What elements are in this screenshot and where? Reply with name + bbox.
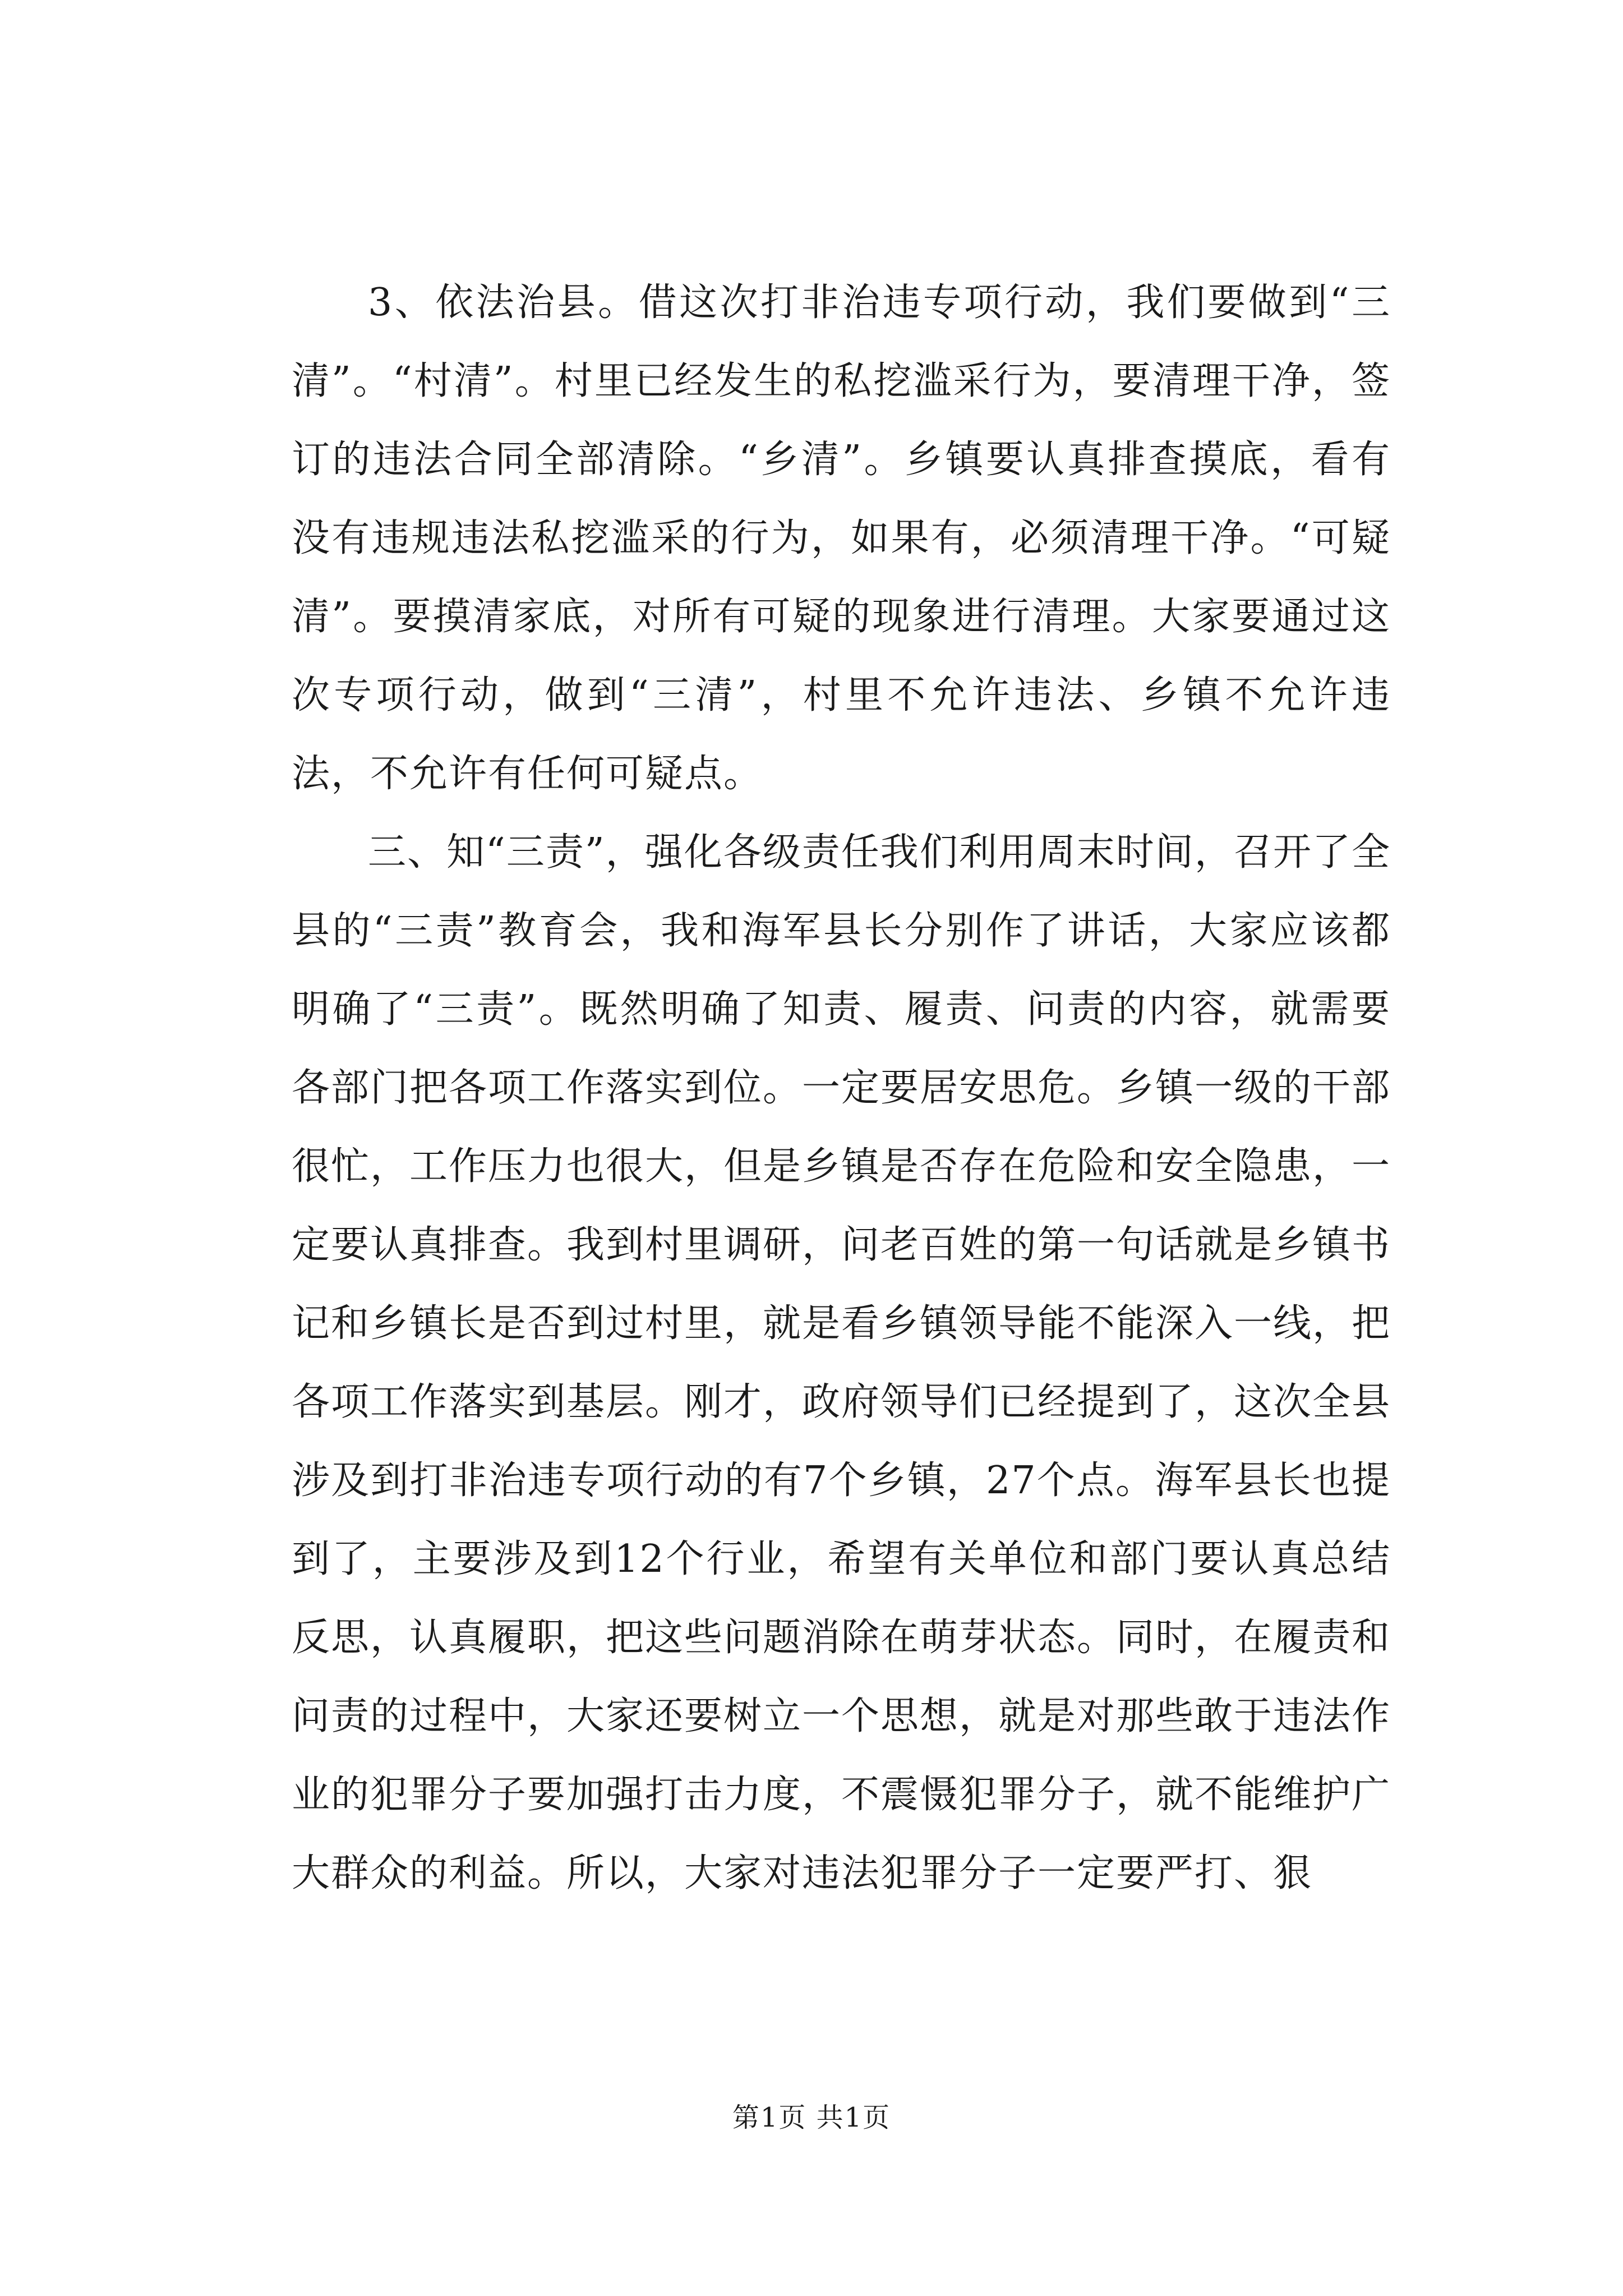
paragraph-three-responsibilities: 三、知“三责”，强化各级责任我们利用周末时间，召开了全县的“三责”教育会，我和海军县长分别作了讲话，大家应该都明确了“三责”。既然明确了知责、履责、问责的内容，就需要各部门把各项工作落实到位。一定要居安思危。乡镇一级的干部很忙，工作压力也很大，但是乡镇是否存在危险和安全隐患，一定要认真排查。我到村里调研，问老百姓的第一句话就是乡镇书记和乡镇长是否到过村里，就是看乡镇领导能不能深入一线，把各项工作落实到基层。刚才，政府领导们已经提到了，这次全县涉及到打非治违专项行动的有7个乡镇，27个点。海军县长也提到了，主要涉及到12个行业，希望有关单位和部门要认真总结反思，认真履职，把这些问题消除在萌芽状态。同时，在履责和问责的过程中，大家还要树立一个思想，就是对那些敢于违法作业的犯罪分子要加强打击力度，不震慑犯罪分子，就不能维护广大群众的利益。所以，大家对违法犯罪分子一定要严打、狠 [292, 830, 1391, 1895]
page-number-label: 第1页 共1页 [732, 2102, 891, 2133]
document-body [292, 264, 1391, 1913]
page-footer [0, 2098, 1623, 2137]
paragraph-rule-of-law: 3、依法治县。借这次打非治违专项行动，我们要做到“三清”。“村清”。村里已经发生的私挖滥采行为，要清理干净，签订的违法合同全部清除。“乡清”。乡镇要认真排查摸底，看有没有违规违法私挖滥采的行为，如果有，必须清理干净。“可疑清”。要摸清家底，对所有可疑的现象进行清理。大家要通过这次专项行动，做到“三清”，村里不允许违法、乡镇不允许违法，不允许有任何可疑点。 [292, 280, 1391, 796]
